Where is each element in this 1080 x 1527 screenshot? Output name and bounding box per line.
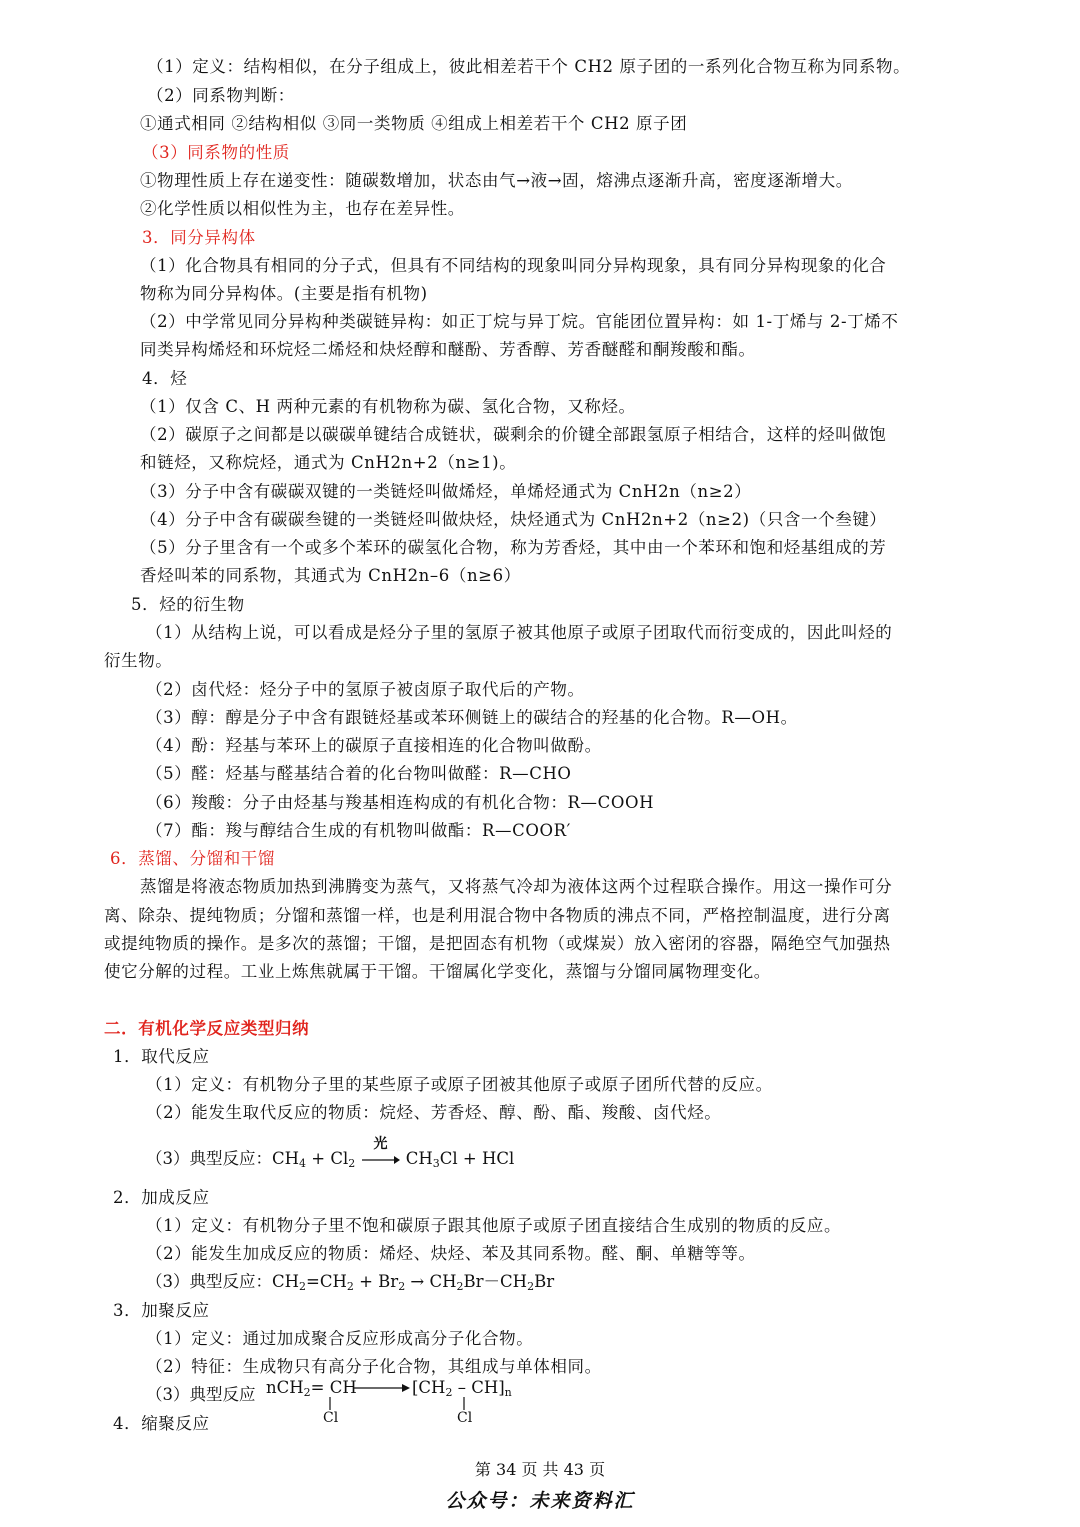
text-line: 衍生物。 [104, 651, 173, 670]
chlorine-atom: Cl [457, 1410, 473, 1426]
substitution-reaction: （3）典型反应：$CH_4 + Cl_2$ 光 $CH_3Cl$ + HCl [146, 1148, 514, 1175]
text-line: （1）化合物具有相同的分子式，但具有不同结构的现象叫同分异构现象，具有同分异构现象的化合 [140, 256, 887, 275]
text-line: （1）定义：通过加成聚合反应形成高分子化合物。 [146, 1329, 534, 1348]
text-line: （2）卤代烃：烃分子中的氢原子被卤原子取代后的产物。 [146, 680, 585, 699]
reaction-prefix: （3）典型反应： [146, 1149, 272, 1168]
text-line: （3）醇：醇是分子中含有跟链烃基或苯环侧链上的碳结合的羟基的化合物。R—OH。 [146, 708, 798, 727]
text-line: （5）醛：烃基与醛基结合着的化台物叫做醛：R—CHO [146, 764, 572, 783]
monomer-formula: nCH$_2$= CH [266, 1378, 357, 1399]
text-line: （2）特征：生成物只有高分子化合物，其组成与单体相同。 [146, 1357, 602, 1376]
text-line: 同类异构烯烃和环烷烃二烯烃和炔烃醇和醚酚、芳香醇、芳香醚醛和酮羧酸和酯。 [140, 340, 756, 359]
text-line: ①通式相同 ②结构相似 ③同一类物质 ④组成上相差若干个 CH2 原子团 [140, 114, 688, 133]
text-line: （4）分子中含有碳碳叁键的一类链烃叫做炔烃，炔烃通式为 CnH2n+2（n≥2)（只含一个叁键） [140, 510, 887, 529]
text-line: 使它分解的过程。工业上炼焦就属于干馏。干馏属化学变化，蒸馏与分馏同属物理变化。 [104, 962, 771, 981]
text-line: 6．蒸馏、分馏和干馏 [110, 849, 275, 868]
text-line: 二．有机化学反应类型归纳 [104, 1019, 310, 1038]
chlorine-atom: Cl [323, 1410, 339, 1426]
text-line: 4．缩聚反应 [113, 1414, 210, 1433]
text-line: （2）能发生取代反应的物质：烷烃、芳香烃、醇、酚、酯、羧酸、卤代烃。 [146, 1103, 722, 1122]
text-line: 2．加成反应 [113, 1188, 210, 1207]
polymer-arrow-icon [352, 1382, 412, 1394]
text-line: （1）仅含 C、H 两种元素的有机物称为碳、氢化合物，又称烃。 [140, 397, 636, 416]
text-line: 和链烃，又称烷烃，通式为 CnH2n+2（n≥1)。 [140, 453, 517, 472]
text-line: （4）酚：羟基与苯环上的碳原子直接相连的化合物叫做酚。 [146, 736, 602, 755]
text-line: （5）分子里含有一个或多个苯环的碳氢化合物，称为芳香烃，其中由一个苯环和饱和烃基组成的芳 [140, 538, 887, 557]
text-line: 离、除杂、提纯物质；分馏和蒸馏一样，也是利用混合物中各物质的沸点不同，严格控制温度，进行分离 [104, 906, 891, 925]
formula-ch4: $CH_4$ [272, 1149, 307, 1170]
text-line: 1．取代反应 [113, 1047, 210, 1066]
text-line: （1）定义：结构相似，在分子组成上，彼此相差若干个 CH2 原子团的一系列化合物互称为同系物。 [147, 57, 911, 76]
text-line: （1）定义：有机物分子里的某些原子或原子团被其他原子或原子团所代替的反应。 [146, 1075, 773, 1094]
text-line: （3）分子中含有碳碳双键的一类链烃叫做烯烃，单烯烃通式为 CnH2n（n≥2） [140, 482, 752, 501]
arrow-icon: → [405, 1272, 430, 1291]
text-line: 4．烃 [142, 369, 188, 388]
text-line: （2）中学常见同分异构种类碳链异构：如正丁烷与异丁烷。官能团位置异构：如 1-丁烯与 2-丁烯不 [140, 312, 899, 331]
polymer-formula: $[CH_2 - CH]_n$ [412, 1378, 512, 1399]
text-line: （2）碳原子之间都是以碳碳单键结合成链状，碳剩余的价键全部跟氢原子相结合，这样的烃叫做饱 [140, 425, 887, 444]
text-line: 物称为同分异构体。(主要是指有机物) [140, 284, 428, 303]
text-line: 蒸馏是将液态物质加热到沸腾变为蒸气，又将蒸气冷却为液体这两个过程联合操作。用这一操作可分 [140, 877, 893, 896]
polymer-structure [266, 1377, 526, 1427]
text-line: 3．加聚反应 [113, 1301, 210, 1320]
brand-watermark: 公众号：未来资料汇 [445, 1490, 635, 1512]
text-line: （2）同系物判断： [147, 86, 295, 105]
light-arrow [360, 1136, 400, 1170]
text-line: 3．同分异构体 [142, 228, 256, 247]
addition-reaction: （3）典型反应：$CH_2=CH_2 + Br_2 \to CH_2Br-CH_2Br$ [146, 1272, 555, 1293]
reaction-arrow-icon [360, 1155, 400, 1165]
text-line: 5．烃的衍生物 [131, 595, 245, 614]
page-number: 第 34 页 共 43 页 [474, 1460, 606, 1479]
text-line: （3）同系物的性质 [142, 143, 290, 162]
text-line: 或提纯物质的操作。是多次的蒸馏；干馏，是把固态有机物（或煤炭）放入密闭的容器，隔绝空气加强热 [104, 934, 891, 953]
text-line: 香烃叫苯的同系物，其通式为 CnH2n–6（n≥6） [140, 566, 521, 585]
text-line: ②化学性质以相似性为主，也存在差异性。 [140, 199, 465, 218]
text-line: （1）从结构上说，可以看成是烃分子里的氢原子被其他原子或原子团取代而衍变成的，因此叫烃的 [146, 623, 893, 642]
text-line: （7）酯：羧与醇结合生成的有机物叫做酯：R—COOR′ [146, 821, 571, 840]
text-line: （6）羧酸：分子由烃基与羧基相连构成的有机化合物：R—COOH [146, 793, 655, 812]
text-line: ①物理性质上存在递变性：随碳数增加，状态由气→液→固，熔沸点逐渐升高，密度逐渐增大。 [140, 171, 853, 190]
light-condition: 光 [373, 1136, 388, 1152]
text-line: （1）定义：有机物分子里不饱和碳原子跟其他原子或原子团直接结合生成别的物质的反应。 [146, 1216, 842, 1235]
bond-lines [266, 1397, 526, 1411]
text-line: （2）能发生加成反应的物质：烯烃、炔烃、苯及其同系物。醛、酮、单糖等等。 [146, 1244, 756, 1263]
polymerization-reaction: （3）典型反应 [146, 1385, 256, 1404]
